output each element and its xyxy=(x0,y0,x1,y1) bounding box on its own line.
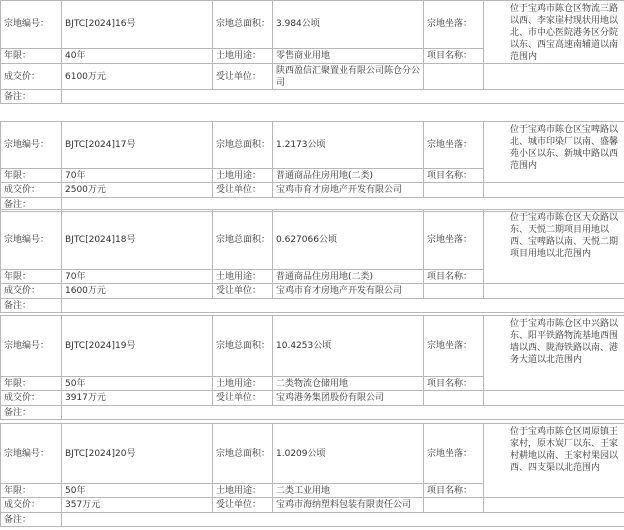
parcel-project-label: 项目名称： xyxy=(424,270,484,284)
parcel-price-label: 成交价： xyxy=(1,64,62,90)
parcel-area-label: 宗地总面积： xyxy=(213,424,273,484)
parcel-area-value: 1.0209公顷 xyxy=(273,424,424,484)
parcel-id-label: 宗地编号： xyxy=(1,122,62,169)
parcel-price-value: 357万元 xyxy=(62,498,213,513)
parcel-id-value: BJTC[2024]16号 xyxy=(62,1,213,49)
parcel-row-price xyxy=(1,183,624,198)
parcel-term-value: 70年 xyxy=(62,270,213,284)
parcel-location-value: 位于宝鸡市陈仓区大众路以东、天悦二期项目用地以西、宝啤路以南、天悦二期项目用地以北范围内 xyxy=(484,210,624,284)
parcel-empty-cell xyxy=(424,183,484,198)
parcel-buyer-value: 宝鸡市育才房地产开发有限公司 xyxy=(273,183,424,198)
parcel-use-value: 零售商业用地 xyxy=(273,48,424,63)
parcel-empty-cell xyxy=(424,64,484,90)
parcel-empty-cell xyxy=(484,284,624,299)
parcel-term-label: 年限： xyxy=(1,169,62,183)
parcel-row-id xyxy=(1,210,624,270)
parcel-id-value: BJTC[2024]19号 xyxy=(62,316,213,377)
parcel-term-label: 年限： xyxy=(1,270,62,284)
parcel-row-price xyxy=(1,498,624,513)
parcel-row-price xyxy=(1,391,624,406)
parcel-price-label: 成交价： xyxy=(1,183,62,198)
parcel-row-id xyxy=(1,122,624,169)
parcel-price-value: 1600万元 xyxy=(62,284,213,299)
parcel-note-value xyxy=(62,90,624,104)
parcel-id-label: 宗地编号： xyxy=(1,424,62,484)
parcel-id-value: BJTC[2024]17号 xyxy=(62,122,213,169)
parcel-location-label: 宗地坐落： xyxy=(424,122,484,169)
parcel-buyer-label: 受让单位： xyxy=(213,183,273,198)
parcel-empty-cell xyxy=(424,391,484,406)
parcel-term-label: 年限： xyxy=(1,48,62,63)
parcel-id-value: BJTC[2024]18号 xyxy=(62,210,213,270)
parcel-term-value: 50年 xyxy=(62,484,213,498)
parcel-table-3 xyxy=(0,209,624,313)
parcel-project-label: 项目名称： xyxy=(424,377,484,391)
parcel-use-label: 土地用途： xyxy=(213,48,273,63)
parcel-table-4 xyxy=(0,315,624,420)
parcel-id-label: 宗地编号： xyxy=(1,1,62,49)
parcel-project-label: 项目名称： xyxy=(424,48,484,63)
parcel-note-label: 备注： xyxy=(1,198,62,212)
parcel-buyer-label: 受让单位： xyxy=(213,391,273,406)
parcel-note-label: 备注： xyxy=(1,406,62,420)
parcel-row-price xyxy=(1,284,624,299)
parcel-buyer-value: 宝鸡市海纳塑料包装有限责任公司 xyxy=(273,498,424,513)
parcel-term-value: 70年 xyxy=(62,169,213,183)
parcel-empty-cell xyxy=(484,64,624,90)
parcel-buyer-label: 受让单位： xyxy=(213,498,273,513)
parcel-price-value: 2500万元 xyxy=(62,183,213,198)
parcel-price-value: 3917万元 xyxy=(62,391,213,406)
parcel-area-label: 宗地总面积： xyxy=(213,122,273,169)
parcel-location-label: 宗地坐落： xyxy=(424,424,484,484)
parcel-area-value: 10.4253公顷 xyxy=(273,316,424,377)
parcel-buyer-value: 陕西盈信汇聚置业有限公司陈仓分公司 xyxy=(273,64,424,90)
parcel-row-note xyxy=(1,299,624,313)
parcel-term-label: 年限： xyxy=(1,377,62,391)
parcel-area-value: 0.627066公顷 xyxy=(273,210,424,270)
parcel-empty-cell xyxy=(484,183,624,198)
parcel-location-label: 宗地坐落： xyxy=(424,316,484,377)
parcel-location-value: 位于宝鸡市陈仓区周原镇王家村，原木炭厂以东、王家村耕地以南、王家村果园以西、四支渠以北范围内 xyxy=(484,424,624,498)
parcel-term-value: 40年 xyxy=(62,48,213,63)
parcel-use-label: 土地用途： xyxy=(213,484,273,498)
parcel-location-label: 宗地坐落： xyxy=(424,1,484,49)
parcel-price-label: 成交价： xyxy=(1,498,62,513)
parcel-use-label: 土地用途： xyxy=(213,169,273,183)
parcel-row-note xyxy=(1,406,624,420)
parcel-project-label: 项目名称： xyxy=(424,169,484,183)
parcel-table-5 xyxy=(0,423,624,527)
parcel-location-value: 位于宝鸡市陈仓区中兴路以东、阳平铁路物流基地西围墙以西、陇海铁路以南、港务大道以北范围内 xyxy=(484,316,624,391)
parcel-table-2 xyxy=(0,121,624,212)
parcel-use-value: 普通商品住房用地(二类) xyxy=(273,169,424,183)
parcel-buyer-label: 受让单位： xyxy=(213,64,273,90)
parcel-note-label: 备注： xyxy=(1,299,62,313)
parcel-empty-cell xyxy=(484,498,624,513)
parcel-buyer-value: 宝鸡市育才房地产开发有限公司 xyxy=(273,284,424,299)
parcel-price-value: 6100万元 xyxy=(62,64,213,90)
parcel-empty-cell xyxy=(484,391,624,406)
parcel-id-label: 宗地编号： xyxy=(1,210,62,270)
parcel-row-id xyxy=(1,424,624,484)
parcel-id-value: BJTC[2024]20号 xyxy=(62,424,213,484)
parcel-table-1 xyxy=(0,0,624,104)
parcel-location-value: 位于宝鸡市陈仓区宝啤路以北、城市印染厂以南、盛馨苑小区以东、新城中路以西范围内 xyxy=(484,122,624,183)
parcel-area-label: 宗地总面积： xyxy=(213,1,273,49)
parcel-location-value: 位于宝鸡市陈仓区物流三路以西、李家崖村现状用地以北、市中心医院港务区分院以东、西宝高速南辅道以南范围内 xyxy=(484,1,624,64)
parcel-price-label: 成交价： xyxy=(1,284,62,299)
parcel-buyer-label: 受让单位： xyxy=(213,284,273,299)
parcel-area-label: 宗地总面积： xyxy=(213,316,273,377)
parcel-empty-cell xyxy=(424,284,484,299)
parcel-id-label: 宗地编号： xyxy=(1,316,62,377)
parcel-row-id xyxy=(1,1,624,49)
parcel-area-label: 宗地总面积： xyxy=(213,210,273,270)
parcel-row-price xyxy=(1,64,624,90)
parcel-note-value xyxy=(62,513,624,527)
parcel-buyer-value: 宝鸡港务集团股份有限公司 xyxy=(273,391,424,406)
parcel-use-value: 二类工业用地 xyxy=(273,484,424,498)
parcel-use-value: 二类物流仓储用地 xyxy=(273,377,424,391)
parcel-area-value: 3.984公顷 xyxy=(273,1,424,49)
parcel-use-label: 土地用途： xyxy=(213,377,273,391)
parcel-project-label: 项目名称： xyxy=(424,484,484,498)
parcel-price-label: 成交价： xyxy=(1,391,62,406)
parcel-note-value xyxy=(62,406,624,420)
parcel-note-label: 备注： xyxy=(1,513,62,527)
parcel-term-value: 50年 xyxy=(62,377,213,391)
parcel-empty-cell xyxy=(424,498,484,513)
parcel-row-id xyxy=(1,316,624,377)
parcel-note-label: 备注： xyxy=(1,90,62,104)
parcel-row-note xyxy=(1,513,624,527)
parcel-note-value xyxy=(62,299,624,313)
parcel-area-value: 1.2173公顷 xyxy=(273,122,424,169)
parcel-term-label: 年限： xyxy=(1,484,62,498)
parcel-row-note xyxy=(1,90,624,104)
parcel-use-value: 普通商品住房用地(二类) xyxy=(273,270,424,284)
parcel-use-label: 土地用途： xyxy=(213,270,273,284)
parcel-location-label: 宗地坐落： xyxy=(424,210,484,270)
